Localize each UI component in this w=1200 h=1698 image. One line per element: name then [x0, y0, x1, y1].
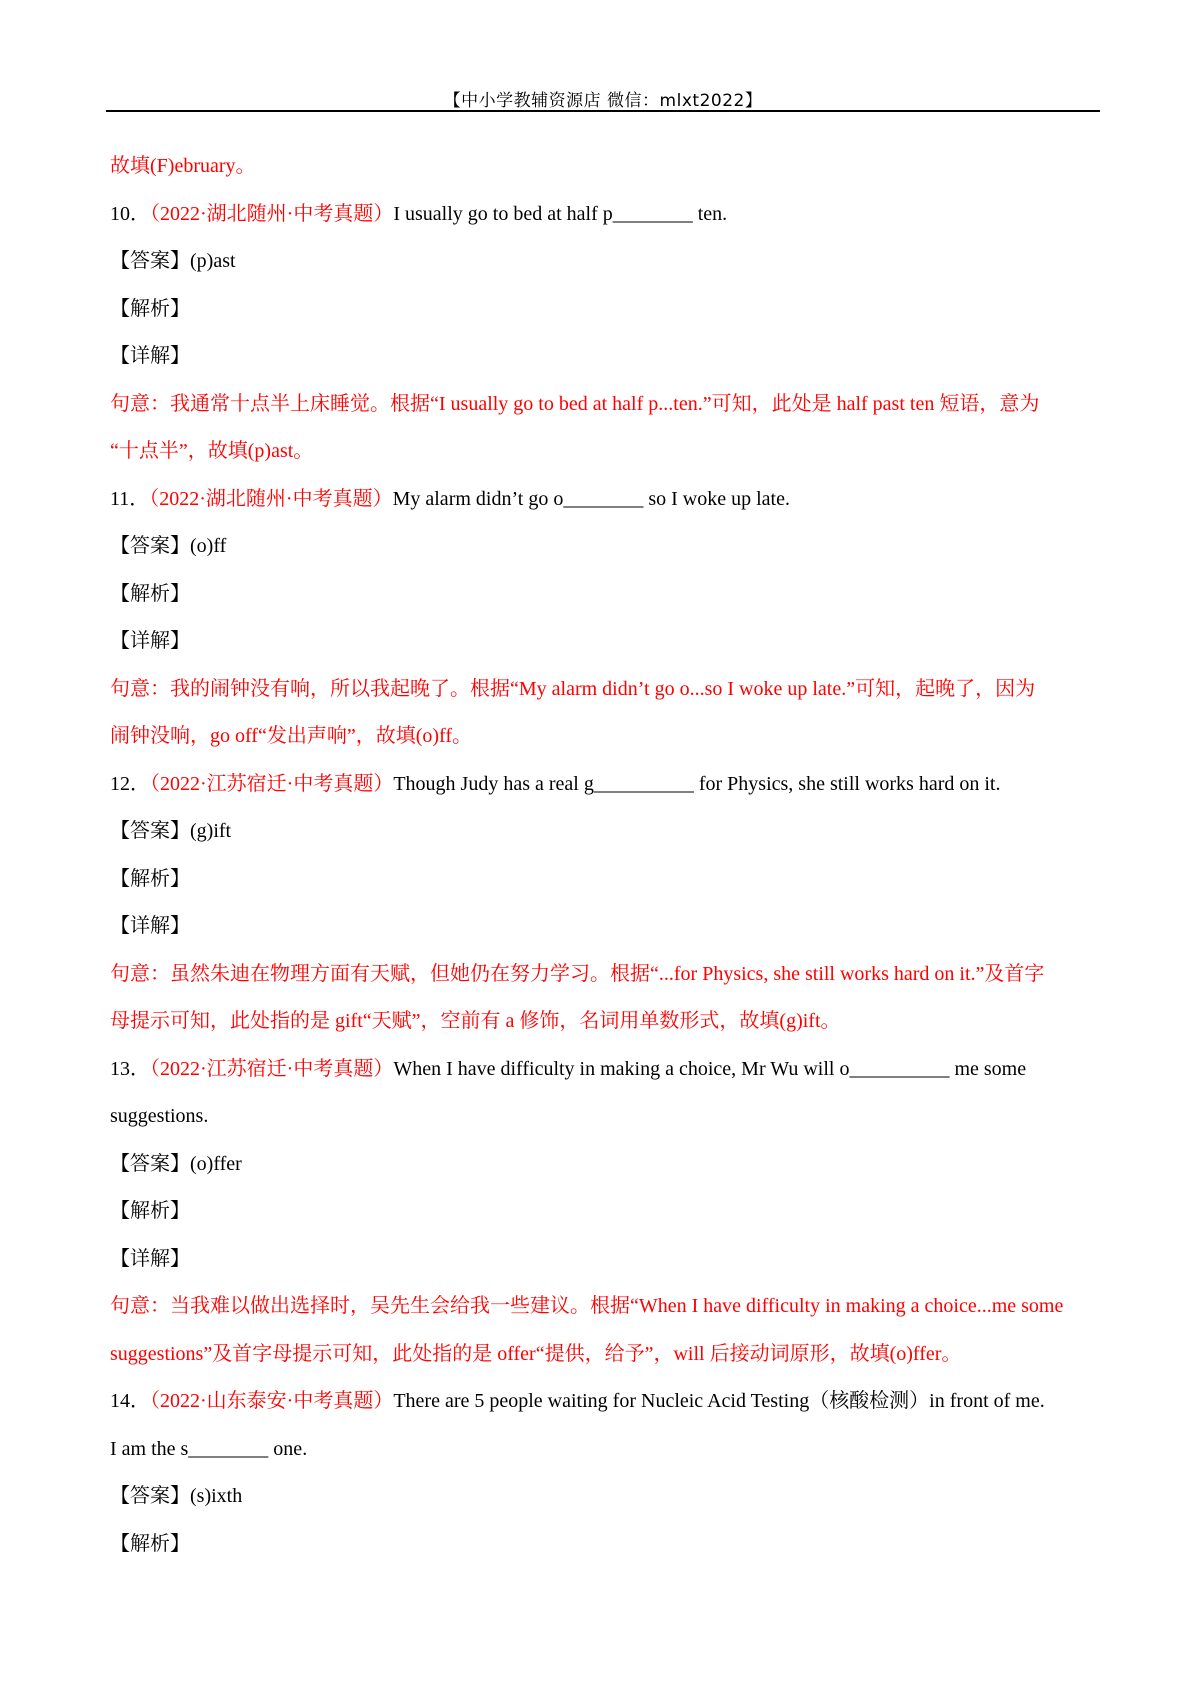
question-text: Though Judy has a real g__________ for Physics, she still works hard on it.: [393, 772, 1001, 795]
explanation-12-line2: 母提示可知，此处指的是 gift“天赋”，空前有 a 修饰，名词用单数形式，故填(g)ift。: [110, 1010, 841, 1032]
page-header: 【中小学教辅资源店 微信：mlxt2022】: [443, 91, 763, 111]
question-source: （2022·江苏宿迁·中考真题）: [150, 1057, 394, 1080]
explanation-11-line1: 句意：我的闹钟没有响，所以我起晚了。根据“My alarm didn’t go o...so I woke up late.”可知，起晚了，因为: [110, 677, 1036, 700]
explanation-13-line2: suggestions”及首字母提示可知，此处指的是 offer“提供，给予”，will 后接动词原形，故填(o)ffer。: [110, 1342, 962, 1365]
explanation-13-line1: 句意：当我难以做出选择时，吴先生会给我一些建议。根据“When I have difficulty in making a choice...me some: [110, 1295, 1064, 1317]
question-text: When I have difficulty in making a choice, Mr Wu will o__________ me some: [393, 1057, 1027, 1080]
detail-label-11: 【详解】: [110, 630, 190, 652]
question-source: （2022·湖北随州·中考真题）: [149, 487, 393, 510]
previous-explanation-end: 故填(F)ebruary。: [110, 155, 256, 177]
question-number: 10．: [110, 202, 150, 225]
question-number: 13．: [110, 1057, 150, 1080]
explanation-10-line1: 句意：我通常十点半上床睡觉。根据“I usually go to bed at half p...ten.”可知，此处是 half past ten 短语，意为: [110, 392, 1040, 415]
question-text: There are 5 people waiting for Nucleic Acid Testing（核酸检测）in front of me.: [393, 1390, 1045, 1412]
answer-10: 【答案】(p)ast: [110, 250, 236, 272]
analysis-label-11: 【解析】: [110, 582, 190, 605]
question-number: 12．: [110, 772, 150, 795]
question-10: [110, 191, 1100, 239]
analysis-label-14: 【解析】: [110, 1532, 190, 1555]
question-12: [110, 761, 1100, 809]
analysis-label-13: 【解析】: [110, 1200, 190, 1222]
answer-13: 【答案】(o)ffer: [110, 1152, 242, 1175]
question-14-continued: I am the s________ one.: [110, 1437, 308, 1460]
detail-label-10: 【详解】: [110, 345, 190, 367]
question-number: 11．: [110, 487, 150, 510]
explanation-12-line1: 句意：虽然朱迪在物理方面有天赋，但她仍在努力学习。根据“...for Physics, she still works hard on it.”及首字: [110, 962, 1045, 985]
question-11: [110, 476, 1100, 524]
question-14: [110, 1378, 1100, 1426]
header-rule: [106, 110, 1100, 112]
answer-14: 【答案】(s)ixth: [110, 1485, 243, 1507]
question-13: [110, 1046, 1100, 1094]
question-source: （2022·山东泰安·中考真题）: [150, 1390, 394, 1412]
detail-label-12: 【详解】: [110, 915, 190, 937]
question-number: 14．: [110, 1390, 150, 1412]
explanation-11-line2: 闹钟没响，go off“发出声响”，故填(o)ff。: [110, 725, 472, 747]
question-source: （2022·江苏宿迁·中考真题）: [150, 772, 394, 795]
question-source: （2022·湖北随州·中考真题）: [150, 202, 394, 225]
question-text: My alarm didn’t go o________ so I woke up late.: [392, 487, 790, 510]
detail-label-13: 【详解】: [110, 1247, 190, 1270]
analysis-label-12: 【解析】: [110, 867, 190, 890]
answer-12: 【答案】(g)ift: [110, 820, 232, 842]
question-text: I usually go to bed at half p________ ten.: [393, 202, 728, 225]
answer-11: 【答案】(o)ff: [110, 535, 227, 557]
document-body: [110, 143, 1100, 1568]
analysis-label-10: 【解析】: [110, 297, 190, 320]
explanation-10-line2: “十点半”，故填(p)ast。: [110, 440, 314, 462]
question-13-continued: suggestions.: [110, 1105, 209, 1127]
